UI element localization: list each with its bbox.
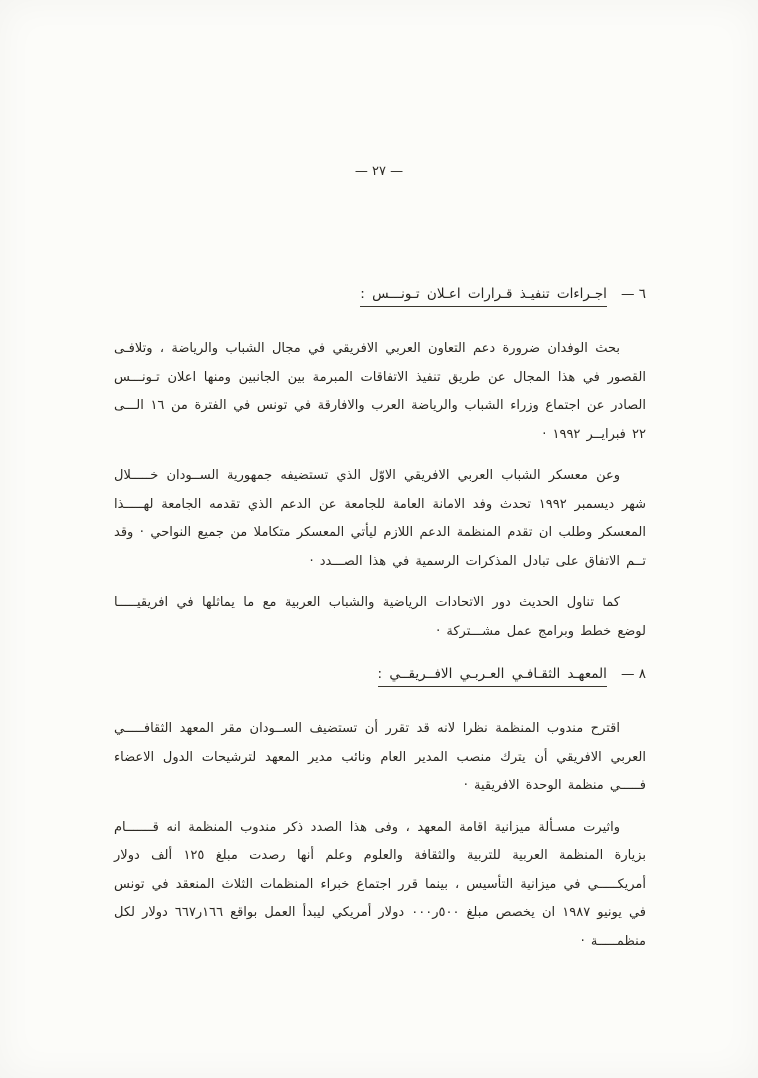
page-number: — ٢٧ —: [354, 164, 404, 179]
section-title: المعهـد الثقـافـي العـربـي الافــريقــي :: [378, 666, 607, 687]
paragraph: واثيرت مسـألة ميزانية اقامة المعهد ، وفى هذا الصدد ذكر مندوب المنظمة انه قـــــــام بزيارة المنظمة العربية للتربية والثقافة والعلوم وعلم أنها رصدت مبلغ ١٢٥ ألف دولار أمريكـــــي في ميزانية التأسيس ، بينما قرر اجتماع خبراء المنظمات الثلاث المنعقد في تونس في يونيو ١٩٨٧ ان يخصص مبلغ ٥٠٠ر٠٠٠ دولار أمريكي ليبدأ العمل بواقع ١٦٦ر٦٦٧ دولار لكل منظمـــــة ·: [114, 819, 646, 949]
section-heading: [114, 666, 646, 687]
section-number: ٨ —: [620, 666, 646, 682]
document-content: [114, 286, 646, 956]
paragraph: كما تناول الحديث دور الاتحادات الرياضية والشباب العربية مع ما يماثلها في افريقيـــــا لوضع خطط وبرامج عمل مشـــتركة ·: [114, 595, 646, 639]
section-6: [114, 286, 646, 646]
section-8: [114, 666, 646, 956]
section-heading: [114, 286, 646, 307]
paragraph: وعن معسكر الشباب العربي الافريقي الاوّل الذي تستضيفه جمهورية الســودان خـــــلال شهر ديسمبر ١٩٩٢ تحدث وفد الامانة العامة للجامعة عن الدعم الذي تقدمه الجامعة لهـــــذا المعسكر وطلب ان تقدم المنظمة الدعم اللازم ليأتي المعسكر متكاملا من جميع النواحي · وقد تــم الاتفاق على تبادل المذكرات الرسمية في هذا الصـــدد ·: [114, 468, 646, 569]
section-title: اجـراءات تنفيـذ قـرارات اعـلان تـونـــس :: [360, 286, 607, 307]
section-number: ٦ —: [620, 286, 646, 302]
paragraph: بحث الوفدان ضرورة دعم التعاون العربي الافريقي في مجال الشباب والرياضة ، وتلافـى القصور في هذا المجال عن طريق تنفيذ الاتفاقات المبرمة بين الجانبين ومنها اعلان تـونـــس الصادر عن اجتماع وزراء الشباب والرياضة العرب والافارقة في تونس في الفترة من ١٦ الـــى ٢٢ فبرايــر ١٩٩٢ ·: [114, 341, 646, 442]
paragraph: اقترح مندوب المنظمة نظرا لانه قد تقرر أن تستضيف الســودان مقر المعهد الثقافـــــي العربي الافريقي أن يترك منصب المدير العام ونائب مدير المعهد لترشيحات الدول الاعضاء فـــــي منظمة الوحدة الافريقية ·: [114, 721, 646, 793]
